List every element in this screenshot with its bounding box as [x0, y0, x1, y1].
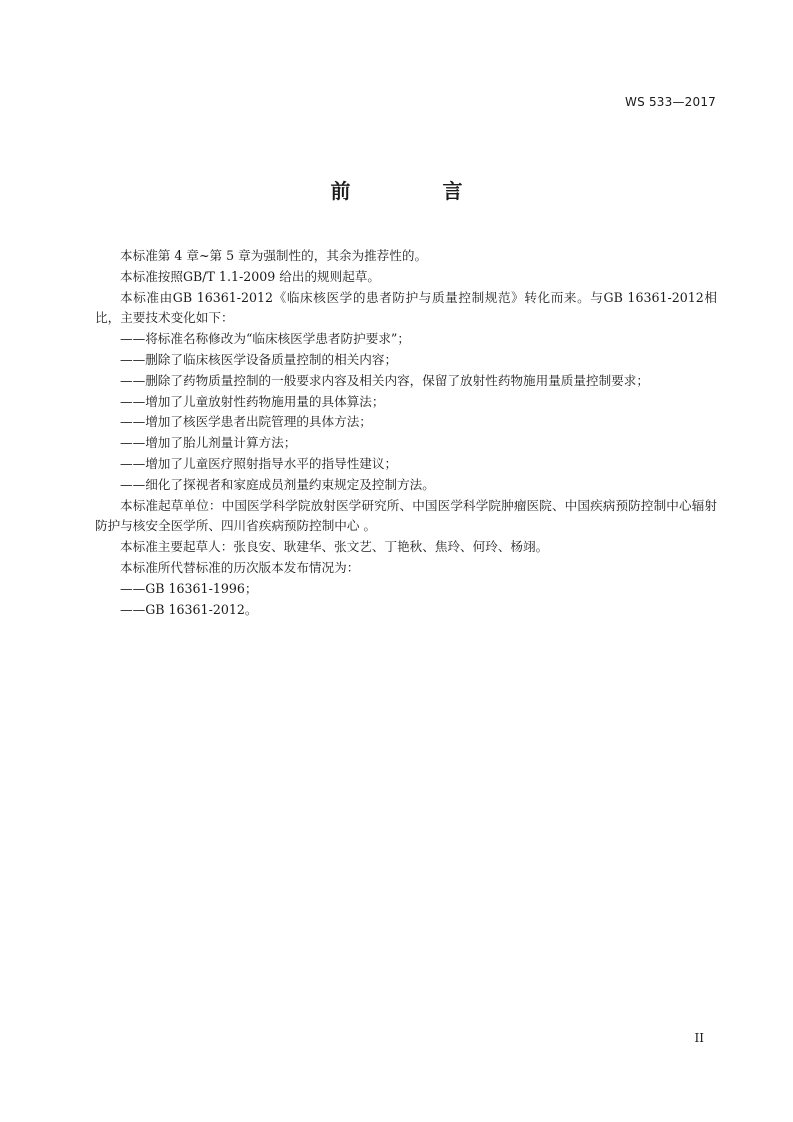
change-item: ——细化了探视者和家庭成员剂量约束规定及控制方法。 [120, 476, 435, 492]
previous-version-item: ——GB 16361-1996； [120, 580, 258, 596]
paragraph-drafters: 本标准主要起草人：张良安、耿建华、张文艺、丁艳秋、焦玲、何玲、杨翊。 [120, 539, 549, 555]
change-item: ——删除了临床核医学设备质量控制的相关内容； [120, 351, 398, 367]
page-number: II [694, 1031, 704, 1045]
paragraph-conversion: 本标准由GB 16361-2012《临床核医学的患者防护与质量控制规范》转化而来。与GB 16361-2012相比，主要技术变化如下： [95, 289, 717, 326]
standard-number: WS 533—2017 [625, 95, 716, 109]
paragraph-drafting-units: 本标准起草单位：中国医学科学院放射医学研究所、中国医学科学院肿瘤医院、中国疾病预防控制中心辐射防护与核安全医学所、四川省疾病预防控制中心 。 [95, 497, 717, 534]
page-title: 前 言 [330, 179, 499, 203]
paragraph-previous-versions: 本标准所代替标准的历次版本发布情况为： [120, 559, 360, 575]
paragraph-mandatory-chapters: 本标准第 4 章~第 5 章为强制性的，其余为推荐性的。 [120, 248, 428, 263]
previous-version-item: ——GB 16361-2012。 [120, 601, 258, 617]
change-item: ——删除了药物质量控制的一般要求内容及相关内容，保留了放射性药物施用量质量控制要求； [120, 372, 649, 388]
paragraph-drafting-rules: 本标准按照GB/T 1.1-2009 给出的规则起草。 [120, 268, 381, 284]
change-item: ——增加了儿童医疗照射指导水平的指导性建议； [120, 455, 398, 471]
foreword-body [95, 246, 717, 620]
change-item: ——增加了胎儿剂量计算方法； [120, 435, 297, 451]
change-item: ——增加了核医学患者出院管理的具体方法； [120, 414, 372, 430]
change-item: ——将标准名称修改为“临床核医学患者防护要求”； [120, 331, 410, 347]
change-item: ——增加了儿童放射性药物施用量的具体算法； [120, 393, 385, 409]
